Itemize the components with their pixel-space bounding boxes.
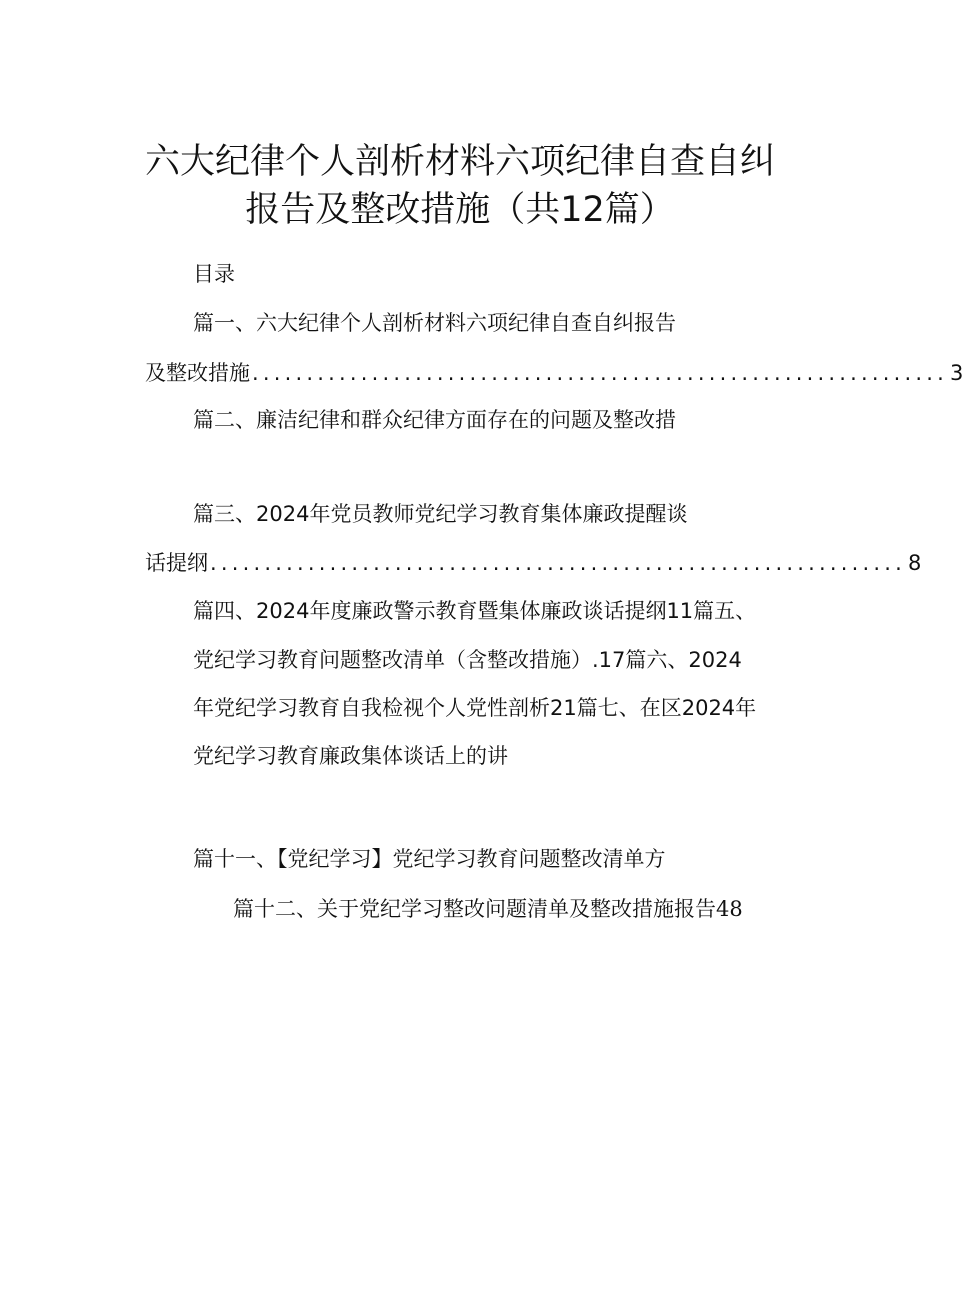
toc-entry-3-page-number: 8 — [908, 551, 922, 575]
toc-entry-12: 篇十二、关于党纪学习整改问题清单及整改措施报告48 — [233, 897, 743, 921]
toc-heading: 目录 — [193, 262, 235, 286]
toc-paragraph-line-1: 篇四、2024年度廉政警示教育暨集体廉政谈话提纲11篇五、 — [193, 599, 757, 623]
toc-entry-1-leader-row[interactable] — [145, 357, 963, 387]
toc-entry-2-line-1: 篇二、廉洁纪律和群众纪律方面存在的问题及整改措 — [193, 408, 676, 432]
toc-entry-11: 篇十一、【党纪学习】党纪学习教育问题整改清单方 — [193, 847, 666, 871]
toc-paragraph-line-4: 党纪学习教育廉政集体谈话上的讲 — [193, 744, 508, 768]
toc-paragraph-line-2: 党纪学习教育问题整改清单（含整改措施）.17篇六、2024 — [193, 648, 742, 672]
toc-paragraph-line-3: 年党纪学习教育自我检视个人党性剖析21篇七、在区2024年 — [193, 696, 757, 720]
document-title-line-2: 报告及整改措施（共12篇） — [245, 190, 675, 230]
toc-entry-3-leader-row[interactable] — [145, 547, 922, 577]
toc-entry-1-line-1: 篇一、六大纪律个人剖析材料六项纪律自查自纠报告 — [193, 311, 676, 335]
toc-entry-1-page-number: 3 — [950, 361, 963, 385]
dot-leader: ................................................................ — [252, 361, 949, 385]
toc-entry-3-line-2: 话提纲 — [145, 551, 208, 575]
toc-entry-1-line-2: 及整改措施 — [145, 361, 250, 385]
toc-entry-3-line-1: 篇三、2024年党员教师党纪学习教育集体廉政提醒谈 — [193, 502, 688, 526]
dot-leader: ................................................................ — [210, 551, 907, 575]
document-title-line-1: 六大纪律个人剖析材料六项纪律自查自纠 — [144, 142, 775, 182]
